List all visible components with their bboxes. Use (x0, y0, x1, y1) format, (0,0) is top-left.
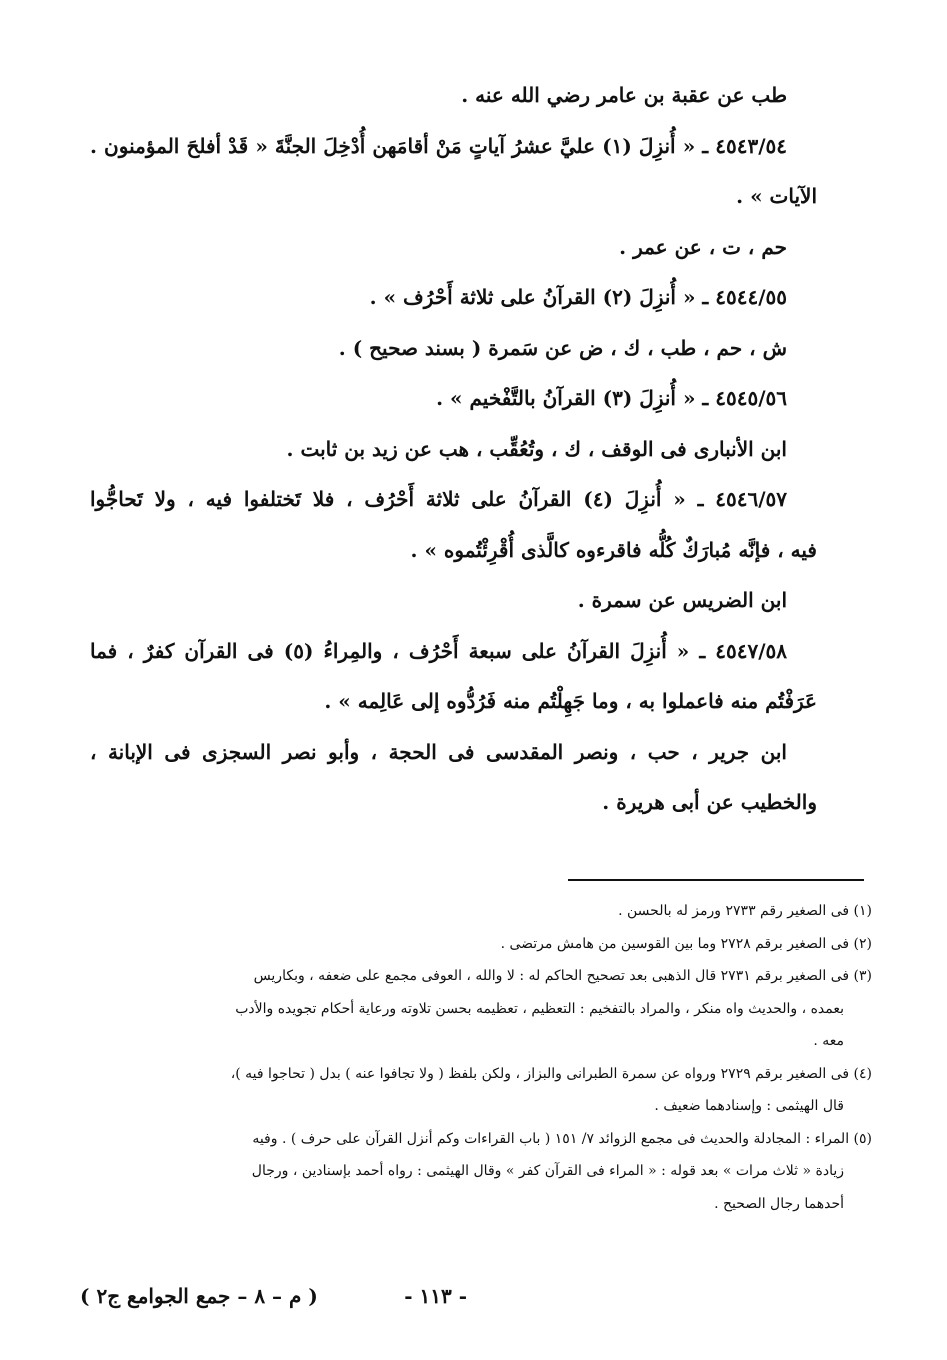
footnotes (112, 895, 872, 1220)
footnote-line: (٥) المراء : المجادلة والحديث فى مجمع الزوائد ٧/ ١٥١ ( باب القراءات وكم أنزل القرآن على حرف ) . وفيه (252, 1130, 872, 1147)
main-line: عَرَفْتُم منه فاعملوا به ، وما جَهِلْتُم منه فَرُدُّوه إلى عَالِمه » . (324, 689, 817, 713)
footnote-line: أحدهما رجال الصحيح . (714, 1195, 844, 1212)
footnote-line: معه . (813, 1033, 844, 1049)
main-line: فيه ، فإنَّه مُبارَكٌ كُلُّه فاقرءوه كالَّذى أُقْرِئْتُموه » . (410, 537, 817, 562)
main-line: ابن جرير ، حب ، ونصر المقدسى فى الحجة ، وأبو نصر السجزى فى الإبانة ، (90, 739, 787, 764)
footnote-line: (١) فى الصغير رقم ٢٧٣٣ ورمز له بالحسن . (618, 903, 872, 919)
footnote-line: بعمده ، والحديث واه منكر ، والمراد بالتفخيم : التعظيم ، تعظيمه بحسن تلاوته ورعاية أحكام تجويده والأدب (235, 1000, 844, 1017)
main-line: ٤٥٤٣/٥٤ ـ « أُنزِلَ (١) عليَّ عشرُ آياتٍ مَنْ أقامَهن أُدْخِلَ الجنَّةَ « قَدْ أفلحَ المؤمنون . (90, 133, 787, 158)
main-line: الآيات » . (736, 184, 817, 208)
page-footer (80, 1284, 867, 1324)
main-line: ابن الأنبارى فى الوقف ، ك ، وتُعُقِّب ، هب عن زيد بن ثابت . (286, 436, 787, 461)
main-line: ش ، حم ، طب ، ك ، ض عن سَمرة ( بسند صحيح ) . (338, 335, 787, 360)
footnote-line: (٢) فى الصغير برقم ٢٧٢٨ وما بين القوسين من هامش مرتضى . (500, 935, 872, 952)
page-number: - ١١٣ - (404, 1284, 467, 1308)
main-text (90, 70, 817, 828)
footnote-separator (568, 879, 864, 881)
footnote-line: (٤) فى الصغير برقم ٢٧٢٩ ورواه عن سمرة الطبرانى والبزاز ، ولكن بلفظ ( ولا تجافوا عنه ) بدل ( تحاجوا فيه )، (230, 1065, 872, 1082)
main-line: والخطيب عن أبى هريرة . (602, 790, 817, 814)
main-line: حم ، ت ، عن عمر . (619, 234, 787, 259)
main-line: ابن الضريس عن سمرة . (577, 588, 787, 612)
volume-reference: ( م – ٨ – جمع الجوامع ج٢ ) (80, 1284, 318, 1308)
main-line: ٤٥٤٦/٥٧ ـ « أُنزِلَ (٤) القرآنُ على ثلاثة أَحْرُف ، فلا تَختلفوا فيه ، ولا تَحاجُّوا (90, 487, 787, 511)
footnote-line: زيادة « ثلاث مرات » بعد قوله : « المراء فى القرآن كفر » وقال الهيثمى : رواه أحمد بإسنادين ، ورجال (251, 1163, 844, 1179)
footnote-line: (٣) فى الصغير برقم ٢٧٣١ قال الذهبى بعد تصحيح الحاكم له : لا والله ، العوفى مجمع على ضعفه ، وبكاريس (253, 968, 872, 984)
main-line: ٤٥٤٥/٥٦ ـ « أُنزِلَ (٣) القرآنُ بالتَّفْخيم » . (436, 386, 787, 410)
main-line: طب عن عقبة بن عامر رضي الله عنه . (461, 83, 787, 107)
main-line: ٤٥٤٤/٥٥ ـ « أُنزِلَ (٢) القرآنُ على ثلاثة أَحْرُف » . (369, 285, 787, 309)
footnote-line: قال الهيثمى : وإسنادهما ضعيف . (654, 1098, 844, 1114)
main-line: ٤٥٤٧/٥٨ ـ « أُنزِلَ القرآنُ على سبعة أَحْرُف ، والمِراءُ (٥) فى القرآن كفرٌ ، فما (90, 638, 787, 663)
